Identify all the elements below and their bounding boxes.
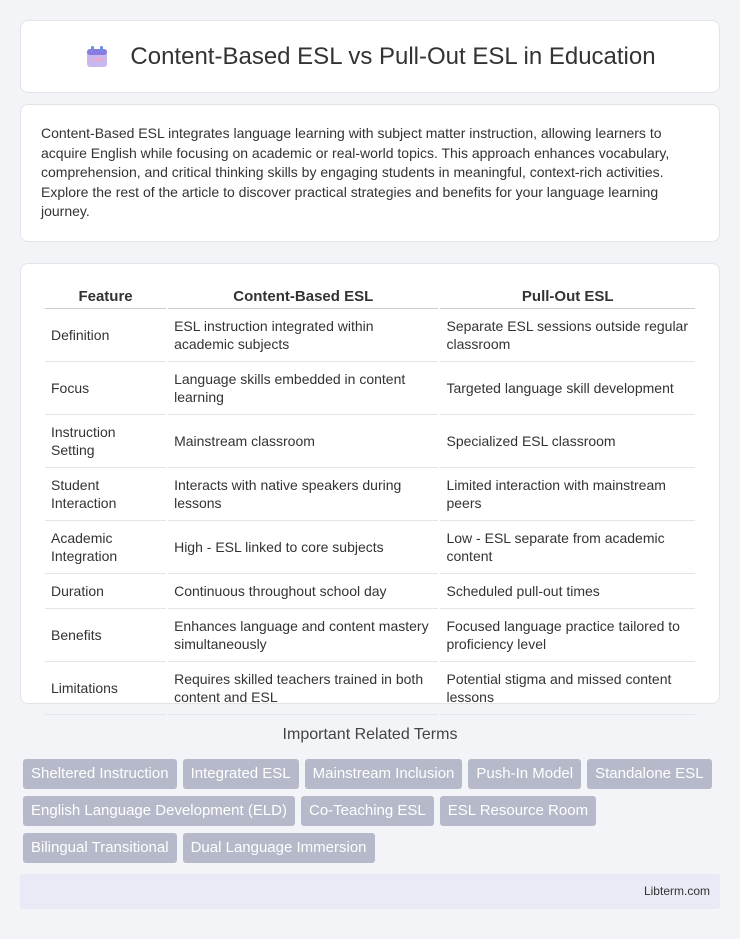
page-title: Content-Based ESL vs Pull-Out ESL in Education [130, 42, 656, 70]
pull-out-cell: Potential stigma and missed content lessons [440, 662, 695, 715]
table-header-row [45, 284, 695, 309]
table-row [45, 309, 695, 362]
table-row [45, 574, 695, 609]
content-based-cell: Enhances language and content mastery simultaneously [168, 609, 438, 662]
pull-out-cell: Specialized ESL classroom [440, 415, 695, 468]
pull-out-cell: Separate ESL sessions outside regular classroom [440, 309, 695, 362]
related-term-tag[interactable]: Standalone ESL [587, 759, 711, 789]
feature-cell: Student Interaction [45, 468, 166, 521]
header-feature: Feature [45, 284, 166, 309]
pull-out-cell: Targeted language skill development [440, 362, 695, 415]
comparison-table [43, 284, 697, 715]
feature-cell: Focus [45, 362, 166, 415]
header-pull-out: Pull-Out ESL [440, 284, 695, 309]
pull-out-cell: Scheduled pull-out times [440, 574, 695, 609]
table-row [45, 468, 695, 521]
feature-cell: Duration [45, 574, 166, 609]
content-based-cell: Requires skilled teachers trained in both content and ESL [168, 662, 438, 715]
content-based-cell: ESL instruction integrated within academic subjects [168, 309, 438, 362]
related-term-tag[interactable]: ESL Resource Room [440, 796, 596, 826]
related-term-tag[interactable]: Sheltered Instruction [23, 759, 177, 789]
content-based-cell: High - ESL linked to core subjects [168, 521, 438, 574]
feature-cell: Academic Integration [45, 521, 166, 574]
table-row [45, 362, 695, 415]
content-based-cell: Language skills embedded in content learning [168, 362, 438, 415]
feature-cell: Limitations [45, 662, 166, 715]
related-terms-tags [20, 759, 720, 863]
pull-out-cell: Low - ESL separate from academic content [440, 521, 695, 574]
content-based-cell: Interacts with native speakers during lessons [168, 468, 438, 521]
related-term-tag[interactable]: Mainstream Inclusion [305, 759, 463, 789]
table-row [45, 415, 695, 468]
related-term-tag[interactable]: Co-Teaching ESL [301, 796, 434, 826]
feature-cell: Definition [45, 309, 166, 362]
related-term-tag[interactable]: English Language Development (ELD) [23, 796, 295, 826]
related-terms-section [20, 726, 720, 863]
related-terms-title: Important Related Terms [282, 726, 458, 743]
related-term-tag[interactable]: Bilingual Transitional [23, 833, 177, 863]
pull-out-cell: Limited interaction with mainstream peers [440, 468, 695, 521]
pull-out-cell: Focused language practice tailored to proficiency level [440, 609, 695, 662]
intro-card [20, 104, 720, 242]
related-term-tag[interactable]: Dual Language Immersion [183, 833, 375, 863]
footer-site-link[interactable]: Libterm.com [643, 884, 710, 898]
feature-cell: Benefits [45, 609, 166, 662]
table-row [45, 609, 695, 662]
related-term-tag[interactable]: Push-In Model [468, 759, 581, 789]
table-row [45, 662, 695, 715]
content-based-cell: Mainstream classroom [168, 415, 438, 468]
comparison-table-card [20, 263, 720, 704]
table-row [45, 521, 695, 574]
feature-cell: Instruction Setting [45, 415, 166, 468]
intro-text: Content-Based ESL integrates language learning with subject matter instruction, allowing learners to acquire English while focusing on academic or real-world topics. This approach enhances vocabulary, comprehension, and critical thinking skills by engaging students in meaningful, context-rich activities. Explore the rest of the article to discover practical strategies and benefits for your language learning journey. [41, 125, 670, 219]
calendar-icon [84, 44, 110, 70]
header-content-based: Content-Based ESL [168, 284, 438, 309]
content-based-cell: Continuous throughout school day [168, 574, 438, 609]
footer [20, 874, 720, 909]
related-term-tag[interactable]: Integrated ESL [183, 759, 299, 789]
title-card [20, 20, 720, 93]
